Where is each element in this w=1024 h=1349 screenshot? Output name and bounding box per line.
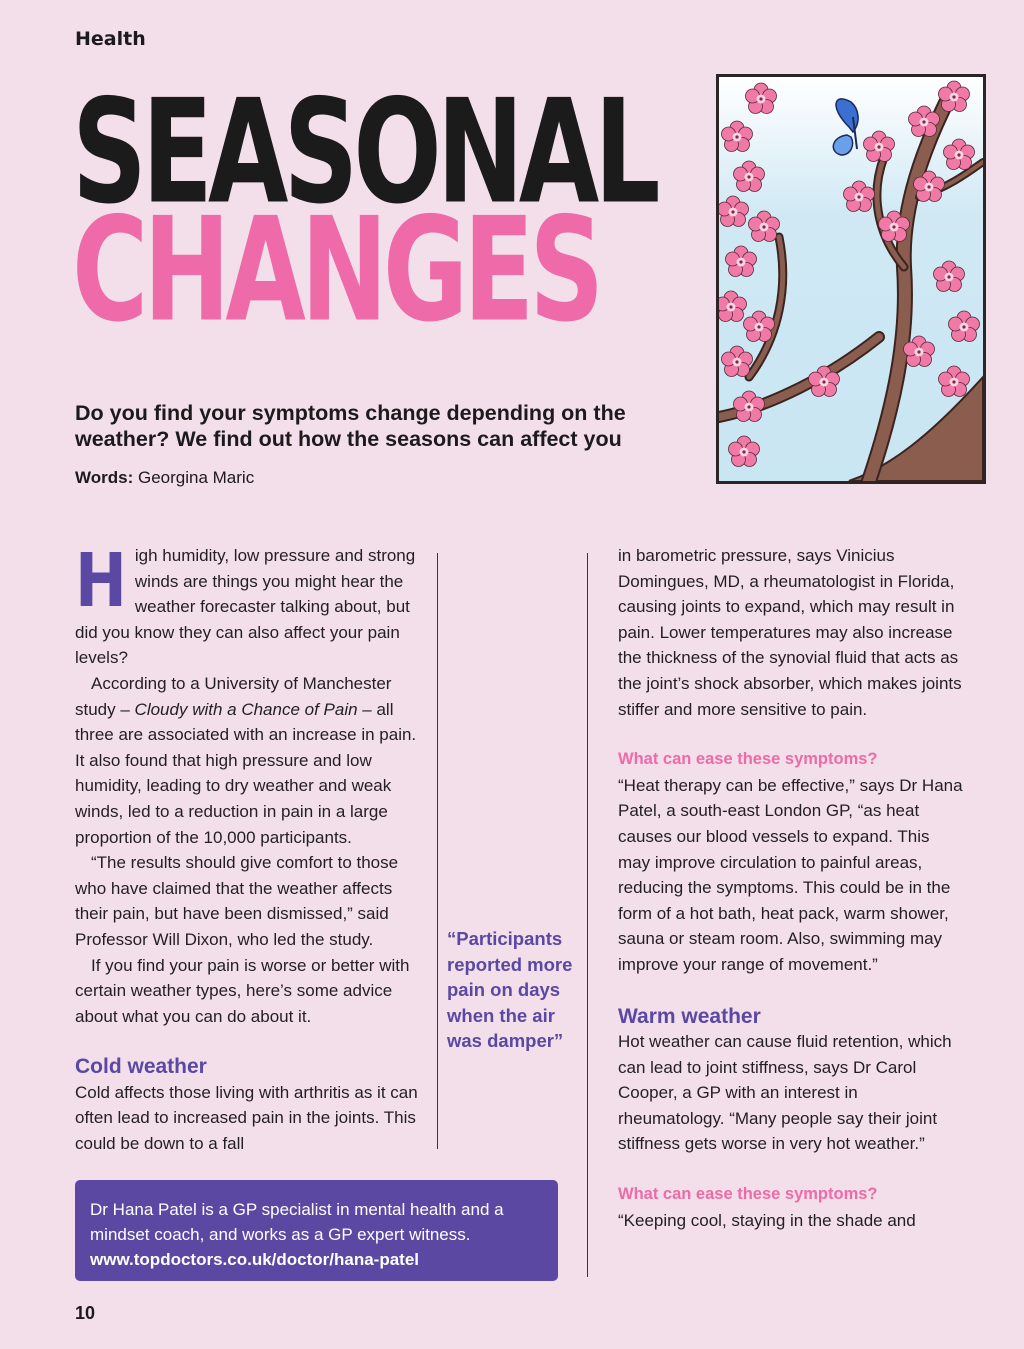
- byline: [75, 468, 254, 488]
- pressure-paragraph: in barometric pressure, says Vinicius Domingues, MD, a rheumatologist in Florida, causing joints to expand, which may result in pain. Lower temperatures may also increase the thickness of the synovial fluid that acts as the joint’s shock absorber, which makes joints stiffer and more sensitive to pain.: [618, 546, 962, 719]
- heat-therapy-paragraph: “Heat therapy can be effective,” says Dr Hana Patel, a south-east London GP, “as heat causes our blood vessels to expand. This may improve circulation to painful areas, reducing the symptoms. This could be in the form of a hot bath, heat pack, warm shower, sauna or steam room. Also, swimming may improve your range of movement.”: [618, 775, 963, 974]
- intro-text: igh humidity, low pressure and strong winds are things you might hear the weather forecaster talking about, but did you know they can also affect your pain levels?: [75, 546, 416, 668]
- headline-line-1: SEASONAL: [72, 67, 656, 236]
- quote-paragraph: “The results should give comfort to those who have claimed that the weather affects their pain, but have been dismissed,” said Professor Will Dixon, who led the study.: [75, 853, 399, 949]
- standfirst: Do you find your symptoms change depending on the weather? We find out how the seasons can affect you: [75, 401, 626, 451]
- cherry-blossom-illustration: [716, 74, 986, 484]
- advice-paragraph: If you find your pain is worse or better with certain weather types, here’s some advice about what you can do about it.: [75, 955, 410, 1026]
- warm-weather-heading: Warm weather: [618, 1004, 761, 1028]
- column-divider-left: [437, 553, 438, 1149]
- cold-weather-heading: Cold weather: [75, 1055, 207, 1079]
- article-column-1: [75, 536, 420, 1157]
- column-divider-right: [587, 553, 588, 1277]
- keeping-cool-text: “Keeping cool, staying in the shade and: [618, 1210, 916, 1230]
- bio-text: Dr Hana Patel is a GP specialist in mental health and a mindset coach, and works as a GP expert witness.: [90, 1200, 504, 1244]
- study-text-a: According to a University of Manchester study –: [75, 673, 392, 719]
- drop-cap: H: [75, 536, 127, 624]
- study-paragraph: [75, 671, 420, 850]
- bio-link[interactable]: www.topdoctors.co.uk/doctor/hana-patel: [90, 1250, 420, 1269]
- study-title: Cloudy with a Chance of Pain: [134, 699, 358, 719]
- ease-symptoms-heading-2: What can ease these symptoms?: [618, 1185, 878, 1204]
- cold-weather-text: Cold affects those living with arthritis as it can often lead to increased pain in the joints. This could be down to a fall: [75, 1082, 418, 1154]
- ease-symptoms-heading-1: What can ease these symptoms?: [618, 750, 878, 769]
- intro-paragraph: [75, 536, 420, 671]
- warm-weather-text: Hot weather can cause fluid retention, which can lead to joint stiffness, says Dr Carol Cooper, a GP with an interest in rheumatology. “Many people say their joint stiffness gets worse in very hot weather.”: [618, 1032, 952, 1154]
- cherry-blossom-image: [719, 77, 983, 481]
- pull-quote: “Participants reported more pain on days when the air was damper”: [447, 928, 573, 1051]
- section-label: Health: [75, 28, 146, 50]
- byline-label: Words:: [75, 468, 134, 487]
- author-bio-box: [75, 1180, 558, 1281]
- article-column-2: [618, 543, 963, 1233]
- study-text-b: – all three are associated with an increase in pain. It also found that high pressure and low humidity, leading to dry weather and weak winds, led to a reduction in pain in a large proportion of the 10,000 participants.: [75, 699, 417, 847]
- headline-line-2: CHANGES: [72, 185, 600, 354]
- page-number: 10: [75, 1303, 96, 1323]
- byline-author: Georgina Maric: [137, 468, 255, 487]
